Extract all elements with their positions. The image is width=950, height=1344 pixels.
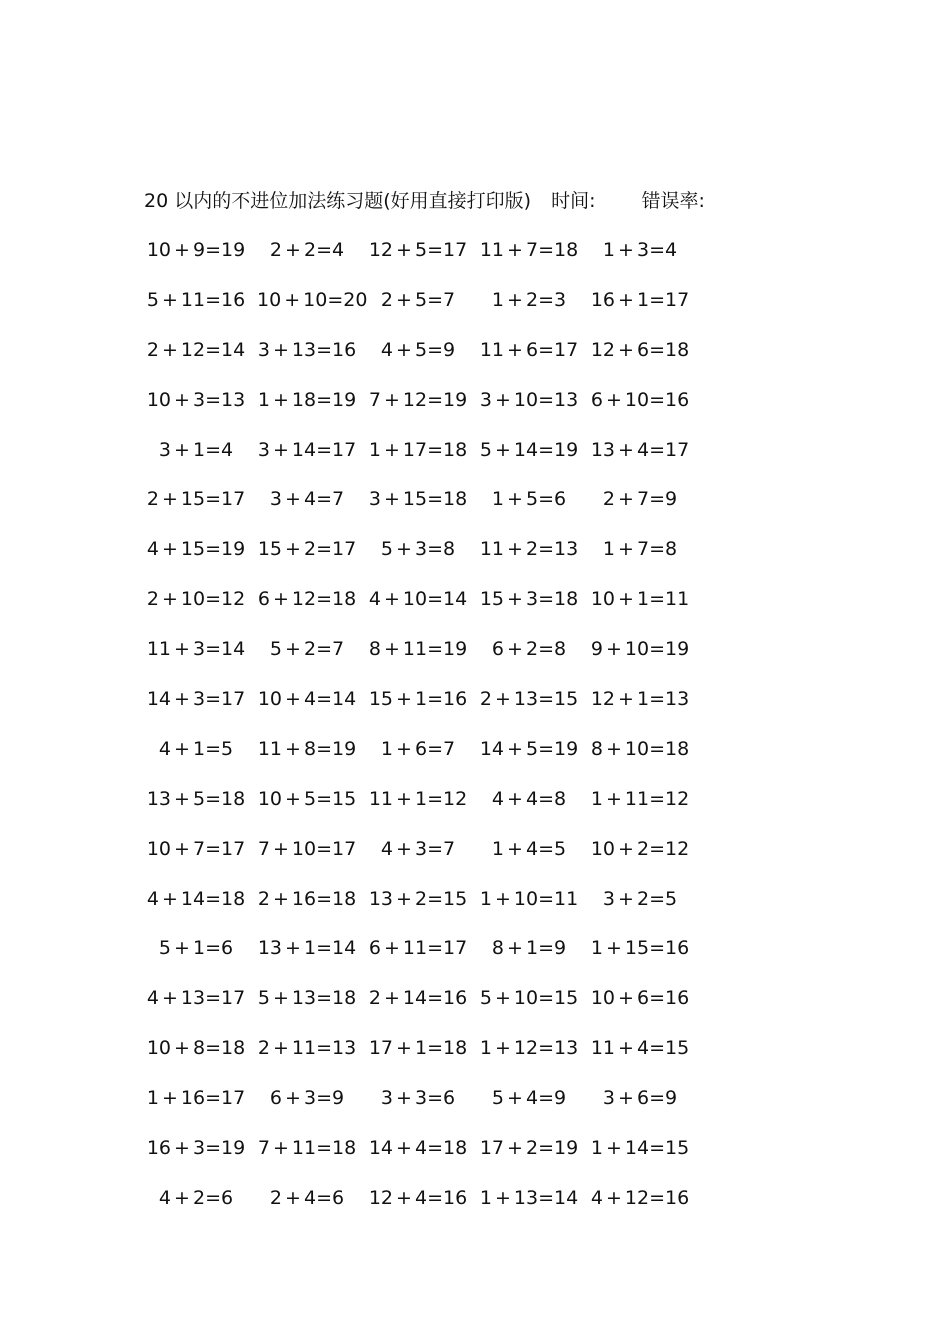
addition-problem: 4 + 5=9 bbox=[380, 338, 456, 361]
addition-problem: 2 + 15=17 bbox=[146, 488, 246, 511]
addition-problem: 8 + 1=9 bbox=[491, 937, 567, 960]
addition-problem: 1 + 17=18 bbox=[368, 438, 468, 461]
addition-problem: 1 + 3=4 bbox=[602, 239, 678, 261]
addition-problem: 4 + 3=7 bbox=[380, 837, 456, 860]
addition-problem: 2 + 5=7 bbox=[380, 288, 456, 311]
addition-problem: 5 + 10=15 bbox=[479, 987, 579, 1010]
addition-problem: 6 + 12=18 bbox=[257, 588, 357, 611]
addition-problem: 3 + 6=9 bbox=[602, 1087, 678, 1110]
addition-problem: 3 + 10=13 bbox=[479, 388, 579, 411]
addition-problem: 5 + 13=18 bbox=[257, 987, 357, 1010]
problem-row bbox=[148, 1034, 708, 1084]
addition-problem: 10 + 8=18 bbox=[146, 1037, 246, 1060]
addition-problem: 3 + 3=6 bbox=[380, 1087, 456, 1110]
addition-problem: 10 + 2=12 bbox=[590, 837, 690, 860]
addition-problem: 5 + 14=19 bbox=[479, 438, 579, 461]
addition-problem: 14 + 4=18 bbox=[368, 1137, 468, 1160]
addition-problem: 7 + 12=19 bbox=[368, 388, 468, 411]
addition-problem: 4 + 10=14 bbox=[368, 588, 468, 611]
addition-problem: 3 + 14=17 bbox=[257, 438, 357, 461]
addition-problem: 11 + 8=19 bbox=[257, 737, 357, 760]
addition-problem: 4 + 4=8 bbox=[491, 787, 567, 810]
addition-problem: 5 + 1=6 bbox=[158, 937, 234, 960]
addition-problem: 8 + 10=18 bbox=[590, 737, 690, 760]
addition-problem: 1 + 10=11 bbox=[479, 887, 579, 910]
addition-problem: 6 + 2=8 bbox=[491, 638, 567, 661]
addition-problem: 16 + 3=19 bbox=[146, 1137, 246, 1160]
problem-row bbox=[148, 835, 708, 885]
addition-problem: 3 + 15=18 bbox=[368, 488, 468, 511]
addition-problem: 10 + 9=19 bbox=[146, 239, 246, 261]
problem-row bbox=[148, 535, 708, 585]
addition-problem: 4 + 12=16 bbox=[590, 1186, 690, 1209]
addition-problem: 11 + 3=14 bbox=[146, 638, 246, 661]
addition-problem: 2 + 4=6 bbox=[269, 1186, 345, 1209]
addition-problem: 13 + 5=18 bbox=[146, 787, 246, 810]
addition-problem: 11 + 4=15 bbox=[590, 1037, 690, 1060]
addition-problem: 2 + 14=16 bbox=[368, 987, 468, 1010]
addition-problem: 4 + 1=5 bbox=[158, 737, 234, 760]
addition-problem: 6 + 11=17 bbox=[368, 937, 468, 960]
addition-problem: 12 + 1=13 bbox=[590, 688, 690, 711]
addition-problem: 2 + 11=13 bbox=[257, 1037, 357, 1060]
addition-problem: 1 + 16=17 bbox=[146, 1087, 246, 1110]
addition-problem: 3 + 2=5 bbox=[602, 887, 678, 910]
addition-problem: 11 + 1=12 bbox=[368, 787, 468, 810]
addition-problem: 10 + 10=20 bbox=[257, 288, 368, 311]
addition-problem: 2 + 2=4 bbox=[269, 239, 345, 261]
problem-row bbox=[148, 785, 708, 835]
addition-problem: 4 + 2=6 bbox=[158, 1186, 234, 1209]
addition-problem: 1 + 6=7 bbox=[380, 737, 456, 760]
time-label: 时间: bbox=[551, 190, 596, 212]
addition-problem: 10 + 4=14 bbox=[257, 688, 357, 711]
problem-row bbox=[148, 386, 708, 436]
addition-problem: 6 + 10=16 bbox=[590, 388, 690, 411]
problem-row bbox=[148, 735, 708, 785]
addition-problem: 17 + 2=19 bbox=[479, 1137, 579, 1160]
problem-row bbox=[148, 585, 708, 635]
addition-problem: 10 + 6=16 bbox=[590, 987, 690, 1010]
addition-problem: 2 + 10=12 bbox=[146, 588, 246, 611]
addition-problem: 9 + 10=19 bbox=[590, 638, 690, 661]
problem-row bbox=[148, 635, 708, 685]
addition-problem: 6 + 3=9 bbox=[269, 1087, 345, 1110]
problem-row bbox=[148, 1184, 708, 1234]
problem-row bbox=[148, 485, 708, 535]
addition-problem: 12 + 4=16 bbox=[368, 1186, 468, 1209]
addition-problem: 2 + 13=15 bbox=[479, 688, 579, 711]
addition-problem: 14 + 3=17 bbox=[146, 688, 246, 711]
addition-problem: 7 + 10=17 bbox=[257, 837, 357, 860]
addition-problem: 12 + 5=17 bbox=[368, 239, 468, 261]
addition-problem: 10 + 3=13 bbox=[146, 388, 246, 411]
error-rate-label: 错误率: bbox=[641, 190, 705, 212]
problem-row bbox=[148, 336, 708, 386]
addition-problem: 5 + 4=9 bbox=[491, 1087, 567, 1110]
addition-problem: 11 + 6=17 bbox=[479, 338, 579, 361]
addition-problem: 2 + 16=18 bbox=[257, 887, 357, 910]
addition-problem: 13 + 2=15 bbox=[368, 887, 468, 910]
addition-problem: 1 + 14=15 bbox=[590, 1137, 690, 1160]
addition-problem: 5 + 3=8 bbox=[380, 538, 456, 561]
problem-row bbox=[148, 1134, 708, 1184]
addition-problem: 10 + 5=15 bbox=[257, 787, 357, 810]
addition-problem: 16 + 1=17 bbox=[590, 288, 690, 311]
addition-problem: 4 + 13=17 bbox=[146, 987, 246, 1010]
addition-problem: 15 + 1=16 bbox=[368, 688, 468, 711]
addition-problem: 12 + 6=18 bbox=[590, 338, 690, 361]
addition-problem: 1 + 15=16 bbox=[590, 937, 690, 960]
addition-problem: 2 + 12=14 bbox=[146, 338, 246, 361]
addition-problem: 1 + 7=8 bbox=[602, 538, 678, 561]
addition-problem: 15 + 2=17 bbox=[257, 538, 357, 561]
addition-problem: 4 + 14=18 bbox=[146, 887, 246, 910]
addition-problem: 1 + 5=6 bbox=[491, 488, 567, 511]
addition-problem: 1 + 4=5 bbox=[491, 837, 567, 860]
addition-problem: 1 + 12=13 bbox=[479, 1037, 579, 1060]
addition-problem: 10 + 1=11 bbox=[590, 588, 690, 611]
addition-problem: 1 + 11=12 bbox=[590, 787, 690, 810]
addition-problem: 1 + 2=3 bbox=[491, 288, 567, 311]
addition-problem: 5 + 11=16 bbox=[146, 288, 246, 311]
problem-row bbox=[148, 1084, 708, 1134]
addition-problem: 3 + 1=4 bbox=[158, 438, 234, 461]
addition-problem: 4 + 15=19 bbox=[146, 538, 246, 561]
problem-row bbox=[148, 286, 708, 336]
problem-row bbox=[148, 885, 708, 935]
addition-problem: 2 + 7=9 bbox=[602, 488, 678, 511]
addition-problem: 3 + 13=16 bbox=[257, 338, 357, 361]
addition-problem: 13 + 1=14 bbox=[257, 937, 357, 960]
problem-row bbox=[148, 984, 708, 1034]
addition-problem: 14 + 5=19 bbox=[479, 737, 579, 760]
problem-grid bbox=[148, 236, 708, 1234]
addition-problem: 17 + 1=18 bbox=[368, 1037, 468, 1060]
addition-problem: 5 + 2=7 bbox=[269, 638, 345, 661]
problem-row bbox=[148, 436, 708, 486]
worksheet-header bbox=[144, 187, 705, 215]
addition-problem: 10 + 7=17 bbox=[146, 837, 246, 860]
addition-problem: 3 + 4=7 bbox=[269, 488, 345, 511]
addition-problem: 1 + 13=14 bbox=[479, 1186, 579, 1209]
addition-problem: 11 + 2=13 bbox=[479, 538, 579, 561]
problem-row bbox=[148, 236, 708, 286]
addition-problem: 7 + 11=18 bbox=[257, 1137, 357, 1160]
addition-problem: 15 + 3=18 bbox=[479, 588, 579, 611]
addition-problem: 1 + 18=19 bbox=[257, 388, 357, 411]
worksheet-title: 20 以内的不进位加法练习题(好用直接打印版) bbox=[144, 190, 532, 212]
addition-problem: 11 + 7=18 bbox=[479, 239, 579, 261]
problem-row bbox=[148, 685, 708, 735]
addition-problem: 8 + 11=19 bbox=[368, 638, 468, 661]
addition-problem: 13 + 4=17 bbox=[590, 438, 690, 461]
problem-row bbox=[148, 934, 708, 984]
